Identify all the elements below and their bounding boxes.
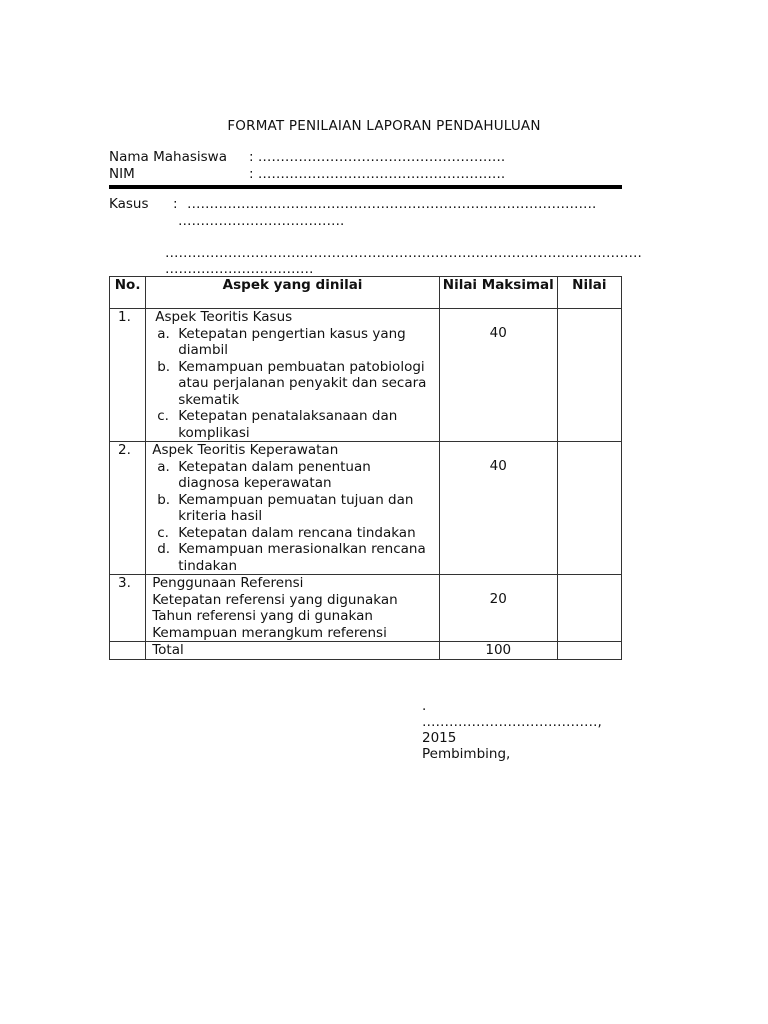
list-item-text: Kemampuan pemuatan tujuan dan kriteria hasil (178, 491, 414, 524)
field-value: : ………………………………………………. (249, 149, 506, 165)
aspek-line: Tahun referensi yang di gunakan (152, 608, 373, 624)
max-score: 40 (439, 309, 557, 442)
list-marker: c. (157, 408, 169, 424)
list-item (152, 541, 435, 574)
kasus-line-2: ………………………………. (178, 213, 345, 229)
list-marker: b. (157, 491, 171, 508)
header-nilai-maksimal: Nilai Maksimal (439, 277, 557, 309)
list-marker: c. (157, 524, 169, 541)
aspek-heading: Aspek Teoritis Kasus (155, 309, 293, 325)
aspek-heading: Penggunaan Referensi (152, 575, 304, 591)
field-value: : ………………………………………………. (249, 166, 506, 182)
row-number: 1. (110, 309, 146, 442)
list-item-text: Kemampuan pembuatan patobiologi atau perjalanan penyakit dan secara skematik (178, 358, 427, 408)
list-item-text: Ketepatan penatalaksanaan dan komplikasi (178, 408, 398, 441)
header-aspek: Aspek yang dinilai (146, 277, 440, 309)
signature-role: Pembimbing, (422, 746, 511, 762)
field-label: Nama Mahasiswa (109, 149, 227, 165)
list-item (152, 492, 435, 525)
table-row (110, 442, 622, 575)
table-row (110, 575, 622, 642)
max-score: 20 (439, 575, 557, 642)
score-cell (557, 309, 621, 442)
field-nim (109, 166, 505, 183)
aspek-sublist (152, 459, 435, 575)
list-item-text: Ketepatan pengertian kasus yang diambil (178, 325, 406, 358)
score-cell (557, 575, 621, 642)
list-item-text: Ketepatan dalam penentuan diagnosa keperawatan (178, 458, 371, 491)
list-item (152, 525, 435, 542)
list-marker: a. (157, 458, 170, 475)
aspek-heading: Aspek Teoritis Keperawatan (152, 442, 339, 458)
document-title: FORMAT PENILAIAN LAPORAN PENDAHULUAN (227, 118, 541, 134)
kasus-label-text: Kasus (109, 196, 149, 212)
row-number: 2. (110, 442, 146, 575)
list-marker: d. (157, 541, 171, 557)
list-item-text: Ketepatan dalam rencana tindakan (178, 524, 416, 541)
total-score-cell (557, 642, 621, 660)
table-row (110, 309, 622, 442)
list-item (152, 359, 435, 409)
list-item (152, 408, 435, 441)
aspek-line: Kemampuan merangkum referensi (152, 624, 387, 641)
total-label: Total (146, 642, 440, 660)
table-total-row (110, 642, 622, 660)
kasus-line-4: …………………………… (165, 261, 314, 277)
table-header-row (110, 277, 622, 309)
total-number-cell (110, 642, 146, 660)
score-cell (557, 442, 621, 575)
kasus-line-1: ………………………………………………………………………………. (187, 196, 597, 212)
list-item-text: Kemampuan merasionalkan rencana tindakan (178, 541, 426, 574)
header-nilai: Nilai (557, 277, 621, 309)
list-item (152, 459, 435, 492)
field-nama-mahasiswa (109, 149, 505, 166)
kasus-line-3: ……………………………………………………………………………………………. (165, 245, 642, 261)
total-max-score: 100 (439, 642, 557, 660)
kasus-label (109, 196, 149, 213)
assessment-table (109, 276, 622, 660)
list-marker: b. (157, 358, 171, 375)
aspek-cell (146, 575, 440, 642)
signature-year: 2015 (422, 730, 457, 746)
list-item (152, 326, 435, 359)
aspek-cell (146, 442, 440, 575)
aspek-line: Ketepatan referensi yang digunakan (152, 591, 398, 608)
aspek-sublist (152, 326, 435, 442)
kasus-colon: : (173, 196, 178, 212)
signature-place-date: …………………………………, (422, 714, 602, 730)
field-label: NIM (109, 166, 135, 182)
max-score: 40 (439, 442, 557, 575)
header-no: No. (110, 277, 146, 309)
signature-dot: . (422, 698, 427, 714)
aspek-cell (146, 309, 440, 442)
divider-rule (109, 185, 622, 189)
row-number: 3. (110, 575, 146, 642)
list-marker: a. (157, 325, 170, 342)
